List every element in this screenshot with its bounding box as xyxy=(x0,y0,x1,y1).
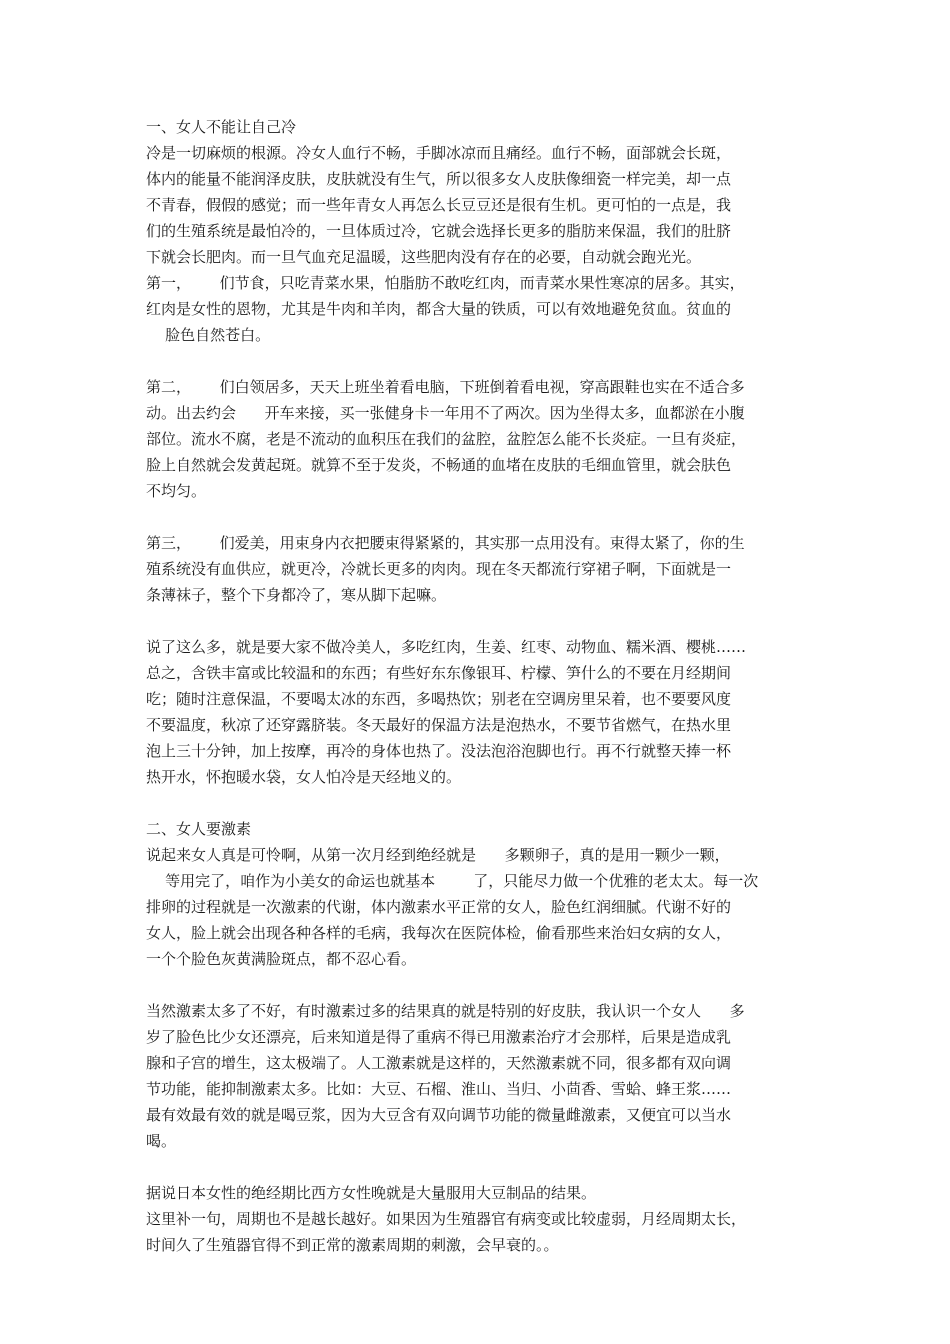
text-line: 这里补一句，周期也不是越长越好。如果因为生殖器官有病变或比较虚弱，月经周期太长， xyxy=(146,1210,747,1228)
text-line: 最有效最有效的就是喝豆浆，因为大豆含有双向调节功能的微量雌激素，又便宜可以当水 xyxy=(146,1106,732,1124)
text-line: 不均匀。 xyxy=(146,482,207,500)
paragraph xyxy=(146,140,811,270)
text-line: 第二， 们白领居多，天天上班坐着看电脑，下班倒着看电视，穿高跟鞋也实在不适合多 xyxy=(146,378,745,396)
text-line: 们的生殖系统是最怕冷的，一旦体质过冷，它就会选择长更多的脂肪来保温，我们的肚脐 xyxy=(146,222,732,240)
text-line: 等用完了，咱作为小美女的命运也就基本 了，只能尽力做一个优雅的老太太。每一次 xyxy=(146,872,759,890)
text-line: 一个个脸色灰黄满脸斑点，都不忍心看。 xyxy=(146,950,417,968)
text-line: 女人，脸上就会出现各种各样的毛病，我每次在医院体检，偷看那些来治妇女病的女人， xyxy=(146,924,732,942)
text-line: 体内的能量不能润泽皮肤，皮肤就没有生气，所以很多女人皮肤像细瓷一样完美，却一点 xyxy=(146,170,732,188)
text-line: 排卵的过程就是一次激素的代谢，体内激素水平正常的女人，脸色红润细腻。代谢不好的 xyxy=(146,898,732,916)
paragraph-spacer xyxy=(146,348,811,374)
text-line: 喝。 xyxy=(146,1132,177,1150)
text-line: 当然激素太多了不好，有时激素过多的结果真的就是特别的好皮肤，我认识一个女人 多 xyxy=(146,1002,745,1020)
paragraph xyxy=(146,374,811,504)
text-line: 二、女人要激素 xyxy=(146,820,252,838)
paragraph xyxy=(146,998,811,1154)
paragraph xyxy=(146,270,811,348)
text-line: 据说日本女性的绝经期比西方女性晚就是大量服用大豆制品的结果。 xyxy=(146,1184,597,1202)
text-line: 说起来女人真是可怜啊，从第一次月经到绝经就是 多颗卵子，真的是用一颗少一颗， xyxy=(146,846,730,864)
text-line: 一、女人不能让自己冷 xyxy=(146,118,297,136)
text-line: 时间久了生殖器官得不到正常的激素周期的刺激，会早衰的。。 xyxy=(146,1236,559,1254)
paragraph xyxy=(146,530,811,608)
text-line: 不青春，假假的感觉；而一些年青女人再怎么长豆豆还是很有生机。更可怕的一点是，我 xyxy=(146,196,732,214)
text-line: 说了这么多，就是要大家不做冷美人，多吃红肉，生姜、红枣、动物血、糯米酒、樱桃…… xyxy=(146,638,747,656)
paragraph-spacer xyxy=(146,972,811,998)
text-line: 岁了脸色比少女还漂亮，后来知道是得了重病不得已用激素治疗才会那样，后果是造成乳 xyxy=(146,1028,732,1046)
text-line: 脸上自然就会发黄起斑。就算不至于发炎，不畅通的血堵在皮肤的毛细血管里，就会肤色 xyxy=(146,456,732,474)
text-line: 脸色自然苍白。 xyxy=(146,326,271,344)
section-heading xyxy=(146,114,811,140)
section-heading xyxy=(146,816,811,842)
text-line: 吃；随时注意保温，不要喝太冰的东西，多喝热饮；别老在空调房里呆着，也不要要风度 xyxy=(146,690,732,708)
paragraph-spacer xyxy=(146,504,811,530)
paragraph-spacer xyxy=(146,1154,811,1180)
text-line: 第三， 们爱美，用束身内衣把腰束得紧紧的，其实那一点用没有。束得太紧了，你的生 xyxy=(146,534,745,552)
text-line: 腺和子宫的增生，这太极端了。人工激素就是这样的，天然激素就不同，很多都有双向调 xyxy=(146,1054,732,1072)
document-page xyxy=(146,114,811,1258)
text-line: 第一， 们节食，只吃青菜水果，怕脂肪不敢吃红肉，而青菜水果性寒凉的居多。其实， xyxy=(146,274,745,292)
text-line: 节功能，能抑制激素太多。比如：大豆、石榴、淮山、当归、小茴香、雪蛤、蜂王浆…… xyxy=(146,1080,732,1098)
text-line: 泡上三十分钟，加上按摩，再冷的身体也热了。没法泡浴泡脚也行。再不行就整天捧一杯 xyxy=(146,742,732,760)
text-line: 总之，含铁丰富或比较温和的东西；有些好东东像银耳、柠檬、笋什么的不要在月经期间 xyxy=(146,664,732,682)
text-line: 红肉是女性的恩物，尤其是牛肉和羊肉，都含大量的铁质，可以有效地避免贫血。贫血的 xyxy=(146,300,732,318)
text-line: 下就会长肥肉。而一旦气血充足温暖，这些肥肉没有存在的必要，自动就会跑光光。 xyxy=(146,248,702,266)
text-line: 冷是一切麻烦的根源。冷女人血行不畅，手脚冰凉而且痛经。血行不畅，面部就会长斑， xyxy=(146,144,732,162)
text-line: 条薄袜子，整个下身都冷了，寒从脚下起嘛。 xyxy=(146,586,447,604)
text-line: 热开水，怀抱暖水袋，女人怕冷是天经地义的。 xyxy=(146,768,462,786)
paragraph-spacer xyxy=(146,608,811,634)
text-line: 动。出去约会 开车来接，买一张健身卡一年用不了两次。因为坐得太多，血都淤在小腹 xyxy=(146,404,745,422)
paragraph-spacer xyxy=(146,790,811,816)
text-line: 不要温度，秋凉了还穿露脐装。冬天最好的保温方法是泡热水，不要节省燃气，在热水里 xyxy=(146,716,732,734)
paragraph xyxy=(146,1180,811,1258)
paragraph xyxy=(146,634,811,790)
text-line: 殖系统没有血供应，就更冷，冷就长更多的肉肉。现在冬天都流行穿裙子啊，下面就是一 xyxy=(146,560,732,578)
text-line: 部位。流水不腐，老是不流动的血积压在我们的盆腔，盆腔怎么能不长炎症。一旦有炎症， xyxy=(146,430,747,448)
paragraph xyxy=(146,842,811,972)
